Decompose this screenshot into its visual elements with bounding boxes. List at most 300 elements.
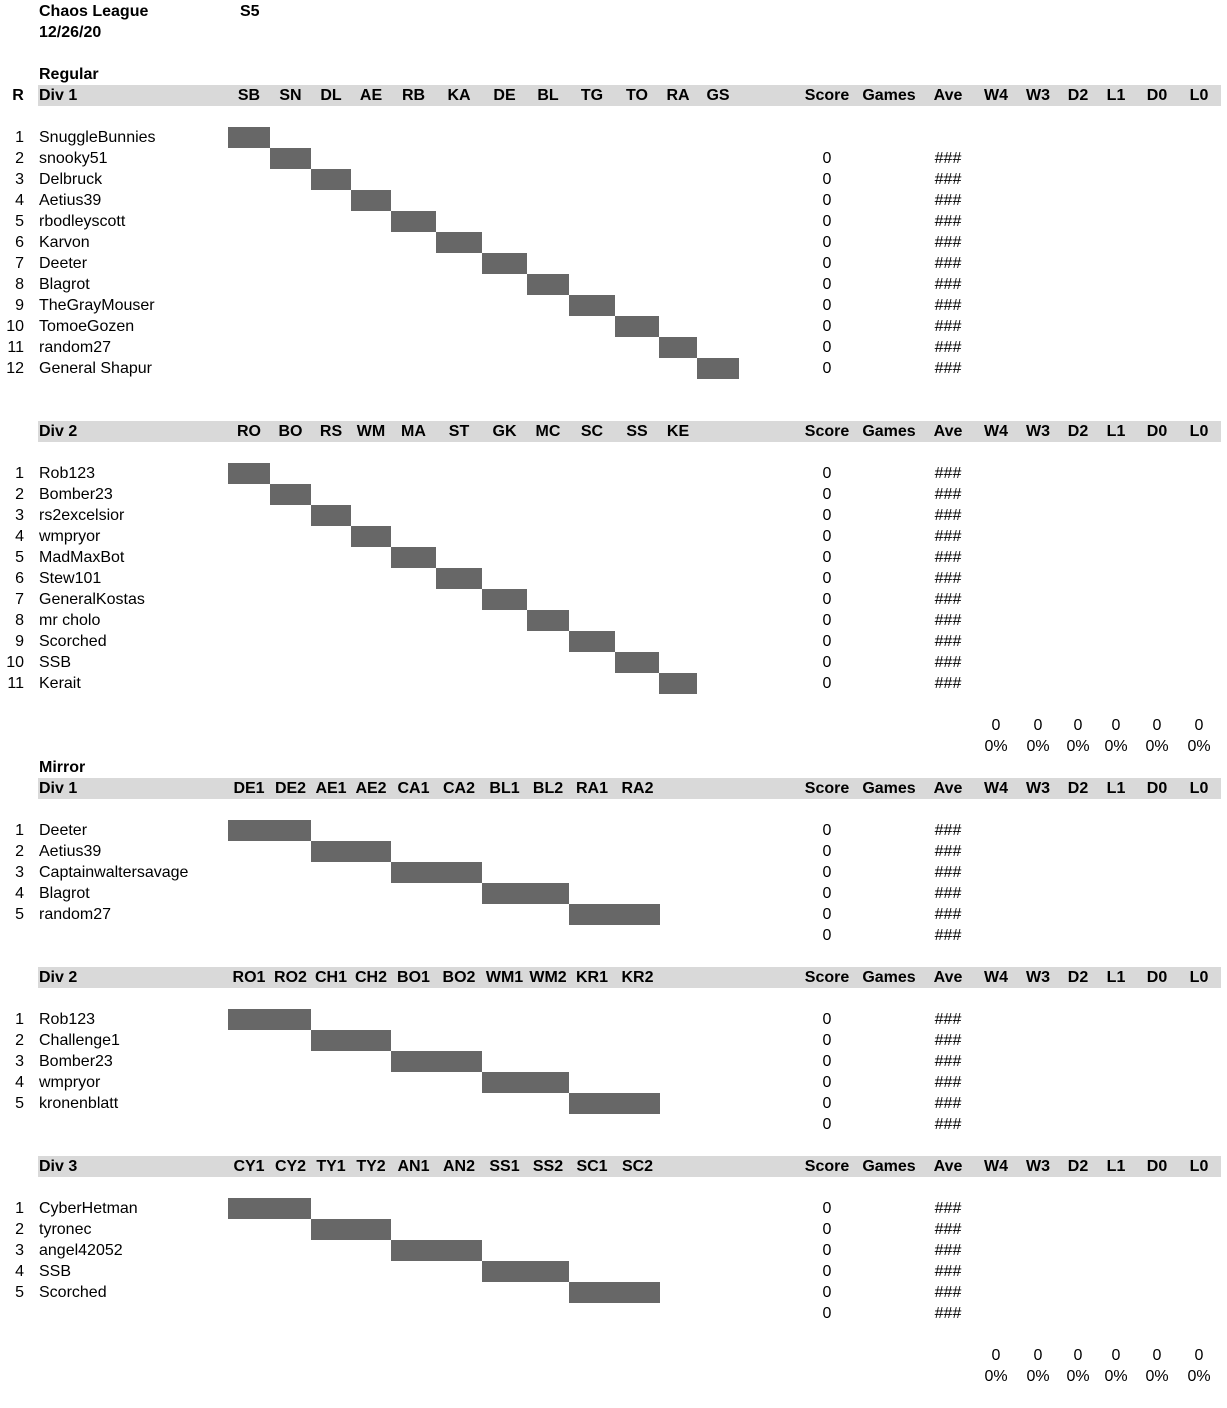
stat-header: D0 (1146, 780, 1168, 797)
score-cell: 0 (822, 1263, 832, 1280)
column-header: KR2 (621, 969, 654, 986)
stat-header: Score (804, 969, 850, 986)
ave-cell: ### (934, 465, 962, 482)
column-header: RO1 (232, 969, 266, 986)
rank-cell: 4 (15, 528, 24, 545)
rank-cell: 2 (15, 486, 24, 503)
self-match-cell (482, 1072, 569, 1093)
ave-cell: ### (934, 339, 962, 356)
ave-cell: ### (934, 297, 962, 314)
ave-cell: ### (934, 1221, 962, 1238)
self-match-cell (527, 274, 569, 295)
column-header: ST (448, 423, 470, 440)
ave-cell: ### (934, 276, 962, 293)
score-cell: 0 (822, 864, 832, 881)
self-match-cell (569, 631, 615, 652)
score-cell: 0 (822, 1053, 832, 1070)
column-header: DE (493, 87, 516, 104)
player-name: Aetius39 (39, 843, 102, 860)
ave-cell: ### (934, 654, 962, 671)
stat-header: Games (862, 780, 916, 797)
rank-cell: 12 (6, 360, 24, 377)
column-header: SC (580, 423, 604, 440)
column-header: CY2 (274, 1158, 307, 1175)
stat-header: W3 (1026, 1158, 1050, 1175)
column-header: DE2 (274, 780, 307, 797)
league-title: Chaos League (39, 3, 149, 20)
ave-cell: ### (934, 822, 962, 839)
column-header: CH2 (354, 969, 388, 986)
rank-cell: 3 (15, 1242, 24, 1259)
score-cell: 0 (822, 360, 832, 377)
player-name: Rob123 (39, 465, 96, 482)
self-match-cell (482, 1261, 569, 1282)
rank-cell: 5 (15, 1284, 24, 1301)
player-name: mr cholo (39, 612, 101, 629)
column-header: BL1 (489, 780, 520, 797)
score-cell: 0 (822, 822, 832, 839)
stat-header: L1 (1106, 423, 1126, 440)
self-match-cell (311, 841, 391, 862)
self-match-cell (659, 673, 697, 694)
column-header: RA1 (575, 780, 609, 797)
stat-header: D2 (1067, 87, 1089, 104)
ave-cell: ### (934, 318, 962, 335)
self-match-cell (311, 505, 351, 526)
total-count: 0 (1033, 717, 1043, 734)
player-name: wmpryor (39, 528, 101, 545)
stat-header: W4 (984, 780, 1008, 797)
stat-header: Ave (933, 1158, 963, 1175)
ave-cell: ### (934, 1116, 962, 1133)
stat-header: D2 (1067, 423, 1089, 440)
stat-header: W4 (984, 969, 1008, 986)
stat-header: Score (804, 1158, 850, 1175)
ave-cell: ### (934, 1095, 962, 1112)
player-name: SSB (39, 654, 72, 671)
player-name: wmpryor (39, 1074, 101, 1091)
ave-cell: ### (934, 675, 962, 692)
rank-cell: 5 (15, 1095, 24, 1112)
section-label: Mirror (39, 759, 86, 776)
ave-cell: ### (934, 906, 962, 923)
player-name: Bomber23 (39, 1053, 113, 1070)
self-match-cell (228, 1009, 311, 1030)
player-name: kronenblatt (39, 1095, 119, 1112)
stat-header: Score (804, 423, 850, 440)
column-header: GK (492, 423, 517, 440)
column-header: WM1 (485, 969, 524, 986)
stat-header: L1 (1106, 1158, 1126, 1175)
total-count: 0 (1033, 1347, 1043, 1364)
self-match-cell (697, 358, 739, 379)
score-cell: 0 (822, 1242, 832, 1259)
self-match-cell (659, 337, 697, 358)
score-cell: 0 (822, 318, 832, 335)
ave-cell: ### (934, 255, 962, 272)
ave-cell: ### (934, 192, 962, 209)
column-header: AE2 (355, 780, 387, 797)
score-cell: 0 (822, 192, 832, 209)
player-name: Deeter (39, 255, 88, 272)
division-label: Div 3 (39, 1158, 78, 1175)
stat-header: L0 (1189, 969, 1209, 986)
score-cell: 0 (822, 927, 832, 944)
ave-cell: ### (934, 864, 962, 881)
stat-header: D2 (1067, 780, 1089, 797)
rank-cell: 7 (15, 255, 24, 272)
ave-cell: ### (934, 150, 962, 167)
stat-header: Ave (933, 87, 963, 104)
column-header: MA (401, 423, 426, 440)
ave-cell: ### (934, 171, 962, 188)
stat-header: D2 (1067, 969, 1089, 986)
ave-cell: ### (934, 1011, 962, 1028)
self-match-cell (228, 127, 270, 148)
player-name: Captainwaltersavage (39, 864, 189, 881)
ave-cell: ### (934, 1284, 962, 1301)
rank-cell: 1 (15, 1011, 24, 1028)
ave-cell: ### (934, 507, 962, 524)
column-header: SC1 (576, 1158, 608, 1175)
stat-header: Ave (933, 423, 963, 440)
stat-header: Games (862, 1158, 916, 1175)
total-percent: 0% (1187, 738, 1211, 755)
self-match-cell (482, 589, 527, 610)
column-header: TY2 (356, 1158, 386, 1175)
score-cell: 0 (822, 906, 832, 923)
ave-cell: ### (934, 1263, 962, 1280)
column-header: SS1 (489, 1158, 520, 1175)
season-label: S5 (240, 3, 260, 20)
column-header: TG (580, 87, 604, 104)
stat-header: D0 (1146, 1158, 1168, 1175)
column-header: CA2 (442, 780, 476, 797)
player-name: random27 (39, 906, 112, 923)
player-name: Deeter (39, 822, 88, 839)
self-match-cell (569, 1093, 660, 1114)
column-header: CH1 (314, 969, 348, 986)
rank-cell: 11 (7, 675, 24, 692)
rank-cell: 2 (15, 1221, 24, 1238)
column-header: CA1 (397, 780, 430, 797)
player-name: General Shapur (39, 360, 152, 377)
player-name: Blagrot (39, 276, 90, 293)
ave-cell: ### (934, 360, 962, 377)
stat-header: L0 (1189, 1158, 1209, 1175)
column-header: KA (447, 87, 471, 104)
column-header: KE (666, 423, 690, 440)
total-count: 0 (991, 1347, 1001, 1364)
player-name: Delbruck (39, 171, 103, 188)
stat-header: Games (862, 969, 916, 986)
score-cell: 0 (822, 276, 832, 293)
ave-cell: ### (934, 528, 962, 545)
column-header: BO1 (397, 969, 430, 986)
score-cell: 0 (822, 297, 832, 314)
self-match-cell (351, 190, 391, 211)
score-cell: 0 (822, 885, 832, 902)
self-match-cell (270, 148, 311, 169)
self-match-cell (270, 484, 311, 505)
rank-cell: 5 (15, 213, 24, 230)
player-name: TheGrayMouser (39, 297, 155, 314)
score-cell: 0 (822, 591, 832, 608)
total-count: 0 (1111, 717, 1121, 734)
rank-cell: 10 (6, 318, 24, 335)
total-percent: 0% (1187, 1368, 1211, 1385)
player-name: Aetius39 (39, 192, 102, 209)
player-name: Stew101 (39, 570, 102, 587)
stat-header: Ave (933, 780, 963, 797)
stat-header: W3 (1026, 87, 1050, 104)
rank-cell: 6 (15, 570, 24, 587)
score-cell: 0 (822, 612, 832, 629)
self-match-cell (228, 463, 270, 484)
column-header: RS (319, 423, 343, 440)
score-cell: 0 (822, 528, 832, 545)
column-header: RB (401, 87, 426, 104)
column-header: MC (535, 423, 561, 440)
column-header: KR1 (575, 969, 609, 986)
player-name: rbodleyscott (39, 213, 126, 230)
column-header: WM2 (529, 969, 567, 986)
rank-cell: 9 (15, 633, 24, 650)
column-header: SS (626, 423, 648, 440)
score-cell: 0 (822, 486, 832, 503)
column-header: SC2 (621, 1158, 654, 1175)
player-name: Challenge1 (39, 1032, 120, 1049)
self-match-cell (527, 610, 569, 631)
column-header: BO2 (442, 969, 476, 986)
rank-cell: 7 (15, 591, 24, 608)
score-cell: 0 (822, 549, 832, 566)
stat-header: L0 (1189, 780, 1209, 797)
score-cell: 0 (822, 570, 832, 587)
division-label: Div 2 (39, 423, 78, 440)
column-header: AN1 (397, 1158, 430, 1175)
column-header: BL2 (532, 780, 564, 797)
score-cell: 0 (822, 1032, 832, 1049)
score-cell: 0 (822, 507, 832, 524)
rank-cell: 3 (15, 507, 24, 524)
self-match-cell (615, 316, 659, 337)
rank-cell: 2 (15, 843, 24, 860)
column-header: TO (626, 87, 648, 104)
column-header: RO (237, 423, 261, 440)
stat-header: Ave (933, 969, 963, 986)
score-cell: 0 (822, 213, 832, 230)
score-cell: 0 (822, 843, 832, 860)
rank-cell: 3 (15, 1053, 24, 1070)
rank-cell: 1 (15, 1200, 24, 1217)
self-match-cell (569, 904, 660, 925)
total-percent: 0% (1066, 1368, 1090, 1385)
total-percent: 0% (1145, 1368, 1169, 1385)
score-cell: 0 (822, 1305, 832, 1322)
column-header: SN (279, 87, 302, 104)
rank-cell: 6 (15, 234, 24, 251)
column-header: WM (356, 423, 386, 440)
self-match-cell (391, 1051, 482, 1072)
rank-cell: 5 (15, 906, 24, 923)
rank-cell: 4 (15, 885, 24, 902)
self-match-cell (351, 526, 391, 547)
column-header: CY1 (233, 1158, 265, 1175)
total-count: 0 (991, 717, 1001, 734)
division-label: Div 1 (39, 87, 78, 104)
player-name: Scorched (39, 1284, 107, 1301)
self-match-cell (228, 1198, 311, 1219)
ave-cell: ### (934, 927, 962, 944)
ave-cell: ### (934, 591, 962, 608)
stat-header: L0 (1189, 87, 1209, 104)
column-header: TY1 (316, 1158, 346, 1175)
column-header: AE1 (315, 780, 347, 797)
score-cell: 0 (822, 1095, 832, 1112)
stat-header: Score (804, 780, 850, 797)
player-name: random27 (39, 339, 112, 356)
self-match-cell (391, 547, 436, 568)
total-count: 0 (1073, 717, 1083, 734)
stat-header: W4 (984, 87, 1008, 104)
total-count: 0 (1152, 1347, 1162, 1364)
ave-cell: ### (934, 1200, 962, 1217)
self-match-cell (436, 232, 482, 253)
self-match-cell (311, 1030, 391, 1051)
stat-header: D0 (1146, 423, 1168, 440)
total-count: 0 (1111, 1347, 1121, 1364)
section-label: Regular (39, 66, 99, 83)
player-name: Blagrot (39, 885, 90, 902)
player-name: snooky51 (39, 150, 108, 167)
rank-cell: 2 (15, 150, 24, 167)
total-percent: 0% (984, 1368, 1008, 1385)
rank-header: R (12, 87, 24, 104)
stat-header: D2 (1067, 1158, 1089, 1175)
column-header: BO (278, 423, 303, 440)
player-name: Scorched (39, 633, 107, 650)
column-header: BL (537, 87, 559, 104)
player-name: GeneralKostas (39, 591, 145, 608)
column-header: RA (666, 87, 690, 104)
self-match-cell (311, 169, 351, 190)
rank-cell: 4 (15, 1074, 24, 1091)
score-cell: 0 (822, 339, 832, 356)
player-name: TomoeGozen (39, 318, 135, 335)
total-count: 0 (1194, 1347, 1204, 1364)
score-cell: 0 (822, 1074, 832, 1091)
column-header: RA2 (621, 780, 654, 797)
rank-cell: 1 (15, 822, 24, 839)
score-cell: 0 (822, 1200, 832, 1217)
total-percent: 0% (1104, 738, 1128, 755)
column-header: RO2 (274, 969, 307, 986)
ave-cell: ### (934, 885, 962, 902)
ave-cell: ### (934, 1074, 962, 1091)
self-match-cell (436, 568, 482, 589)
rank-cell: 2 (15, 1032, 24, 1049)
stat-header: L0 (1189, 423, 1209, 440)
stat-header: D0 (1146, 87, 1168, 104)
total-percent: 0% (1026, 1368, 1050, 1385)
column-header: AE (359, 87, 383, 104)
rank-cell: 4 (15, 192, 24, 209)
player-name: Karvon (39, 234, 90, 251)
ave-cell: ### (934, 612, 962, 629)
division-label: Div 1 (39, 780, 78, 797)
self-match-cell (391, 862, 482, 883)
player-name: angel42052 (39, 1242, 123, 1259)
stat-header: L1 (1106, 969, 1126, 986)
ave-cell: ### (934, 1053, 962, 1070)
ave-cell: ### (934, 549, 962, 566)
score-cell: 0 (822, 1284, 832, 1301)
total-count: 0 (1152, 717, 1162, 734)
ave-cell: ### (934, 570, 962, 587)
rank-cell: 3 (15, 171, 24, 188)
self-match-cell (569, 295, 615, 316)
total-percent: 0% (1026, 738, 1050, 755)
rank-cell: 8 (15, 276, 24, 293)
self-match-cell (569, 1282, 660, 1303)
stat-header: W4 (984, 1158, 1008, 1175)
rank-cell: 9 (15, 297, 24, 314)
rank-cell: 3 (15, 864, 24, 881)
self-match-cell (482, 883, 569, 904)
ave-cell: ### (934, 1032, 962, 1049)
rank-cell: 11 (7, 339, 24, 356)
stat-header: Games (862, 423, 916, 440)
ave-cell: ### (934, 633, 962, 650)
ave-cell: ### (934, 1242, 962, 1259)
stat-header: D0 (1146, 969, 1168, 986)
score-cell: 0 (822, 1011, 832, 1028)
player-name: Rob123 (39, 1011, 96, 1028)
self-match-cell (311, 1219, 391, 1240)
player-name: Kerait (39, 675, 81, 692)
column-header: AN2 (442, 1158, 476, 1175)
rank-cell: 4 (15, 1263, 24, 1280)
rank-cell: 1 (15, 129, 24, 146)
rank-cell: 1 (15, 465, 24, 482)
stat-header: L1 (1106, 780, 1126, 797)
total-count: 0 (1073, 1347, 1083, 1364)
ave-cell: ### (934, 1305, 962, 1322)
score-cell: 0 (822, 465, 832, 482)
score-cell: 0 (822, 1116, 832, 1133)
stat-header: L1 (1106, 87, 1126, 104)
column-header: DE1 (233, 780, 265, 797)
ave-cell: ### (934, 234, 962, 251)
player-name: SSB (39, 1263, 72, 1280)
total-percent: 0% (984, 738, 1008, 755)
ave-cell: ### (934, 843, 962, 860)
stat-header: Score (804, 87, 850, 104)
rank-cell: 5 (15, 549, 24, 566)
division-label: Div 2 (39, 969, 78, 986)
stat-header: Games (862, 87, 916, 104)
ave-cell: ### (934, 486, 962, 503)
self-match-cell (391, 1240, 482, 1261)
self-match-cell (482, 253, 527, 274)
score-cell: 0 (822, 234, 832, 251)
column-header: SS2 (532, 1158, 564, 1175)
column-header: DL (320, 87, 342, 104)
self-match-cell (228, 820, 311, 841)
column-header: SB (237, 87, 261, 104)
column-header: GS (706, 87, 730, 104)
